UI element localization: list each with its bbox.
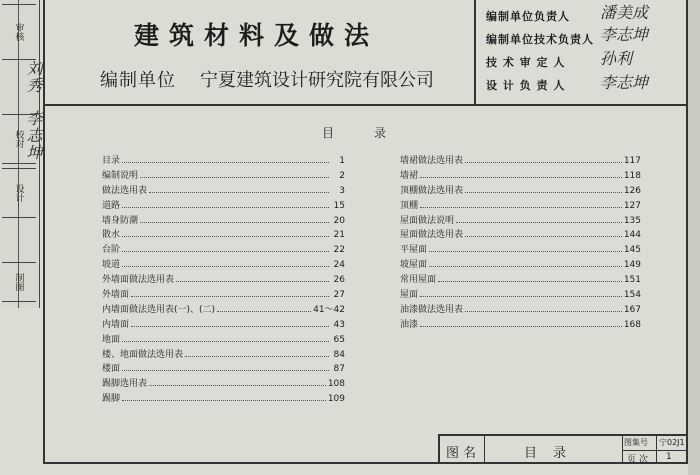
toc-entry-page: 168 <box>623 319 641 330</box>
toc-entry-title: 散水 <box>102 230 121 241</box>
toc-leader-dots <box>122 154 329 163</box>
toc-entry <box>102 318 345 333</box>
toc-entry <box>102 184 345 199</box>
toc-entry-title: 楼、地面做法选用表 <box>102 349 184 360</box>
toc-leader-dots <box>122 228 329 237</box>
atlas-number-value: 宁02J1 <box>659 438 685 447</box>
toc-leader-dots <box>456 214 622 223</box>
toc-entry <box>400 184 641 199</box>
toc-entry-page: 84 <box>333 349 345 360</box>
toc-entry-title: 台阶 <box>102 245 121 256</box>
toc-leader-dots <box>140 214 329 223</box>
toc-leader-dots <box>185 348 329 357</box>
toc-entry <box>102 377 345 392</box>
toc-leader-dots <box>122 362 329 371</box>
toc-entry <box>102 243 345 258</box>
toc-leader-dots <box>420 318 622 327</box>
toc-entry-title: 屋面做法选用表 <box>400 230 464 241</box>
atlas-title: 建筑材料及做法 <box>134 21 380 50</box>
toc-leader-dots <box>122 392 326 401</box>
toc-entry-page: 65 <box>333 334 345 345</box>
toc-entry <box>102 303 345 318</box>
toc-entry-title: 墙身防潮 <box>102 215 139 226</box>
toc-entry <box>102 199 345 214</box>
toc-left-column <box>102 154 345 407</box>
toc-entry-title: 编制说明 <box>102 170 139 181</box>
toc-entry-title: 顶棚 <box>400 200 419 211</box>
toc-entry-title: 踢脚选用表 <box>102 379 148 390</box>
toc-entry-page: 24 <box>333 260 345 271</box>
toc-leader-dots <box>420 199 622 208</box>
toc-leader-dots <box>420 288 622 297</box>
toc-leader-dots <box>465 184 622 193</box>
toc-entry-title: 油漆 <box>400 319 419 330</box>
compiling-unit-name: 宁夏建筑设计研究院有限公司 <box>200 70 434 91</box>
toc-entry-title: 油漆做法选用表 <box>400 304 464 315</box>
toc-entry-page: 87 <box>333 364 345 375</box>
compiling-unit-label: 编制单位 <box>100 70 176 91</box>
scan-edge <box>688 0 700 475</box>
toc-entry <box>400 258 641 273</box>
strip-signature-2: 刘秀 <box>24 60 43 94</box>
toc-leader-dots <box>429 243 622 252</box>
atlas-number-label: 图集号 <box>624 438 648 447</box>
toc-leader-dots <box>420 169 622 178</box>
toc-entry-title: 外墙面 <box>102 290 130 301</box>
toc-entry-title: 平屋面 <box>400 245 428 256</box>
toc-entry <box>102 214 345 229</box>
toc-entry-page: 127 <box>623 200 641 211</box>
toc-entry-title: 墙裙做法选用表 <box>400 156 464 166</box>
toc-entry <box>102 228 345 243</box>
toc-entry-title: 屋面做法说明 <box>400 215 455 226</box>
toc-entry <box>400 154 641 169</box>
toc-entry <box>400 243 641 258</box>
toc-entry-title: 踢脚 <box>102 394 121 405</box>
toc-entry-page: 27 <box>333 290 345 301</box>
title-block <box>438 434 688 464</box>
toc-entry-page: 26 <box>333 275 345 286</box>
toc-entry-page: 2 <box>339 170 345 181</box>
toc-entry-title: 坡道 <box>102 260 121 271</box>
toc-entry-title: 墙裙 <box>400 170 419 181</box>
toc-leader-dots <box>140 169 329 178</box>
header-separator <box>43 104 688 106</box>
toc-entry-page: 43 <box>333 319 345 330</box>
toc-entry <box>102 288 345 303</box>
toc-entry-title: 屋面 <box>400 290 419 301</box>
drawing-name-value: 目录 <box>524 446 583 461</box>
toc-entry <box>102 392 345 407</box>
toc-entry <box>400 169 641 184</box>
resp-signature-1: 潘美成 <box>600 3 649 22</box>
toc-entry-title: 内墙面做法选用表(一)、(二) <box>102 304 216 315</box>
toc-entry-page: 15 <box>333 200 345 211</box>
resp-role-4: 设 计 负 责 人 <box>486 79 566 92</box>
toc-leader-dots <box>429 258 622 267</box>
toc-entry-page: 135 <box>623 215 641 226</box>
toc-leader-dots <box>131 288 329 297</box>
toc-entry-page: 117 <box>623 156 641 166</box>
toc-entry-title: 常用屋面 <box>400 275 437 286</box>
toc-leader-dots <box>465 154 622 163</box>
strip-cell-check: 校对 <box>2 114 36 164</box>
toc-entry <box>102 362 345 377</box>
toc-entry-title: 道路 <box>102 200 121 211</box>
toc-leader-dots <box>122 333 329 342</box>
toc-entry-page: 144 <box>623 230 641 241</box>
toc-entry-page: 151 <box>623 275 641 286</box>
toc-entry <box>102 333 345 348</box>
toc-leader-dots <box>149 377 326 386</box>
toc-entry-page: 1 <box>339 156 345 166</box>
toc-entry-title: 坡屋面 <box>400 260 428 271</box>
toc-entry <box>400 214 641 229</box>
toc-entry-title: 顶棚做法选用表 <box>400 185 464 196</box>
toc-entry-page: 145 <box>623 245 641 256</box>
toc-right-column <box>400 154 641 333</box>
tb-divider-1 <box>484 436 485 464</box>
toc-entry <box>102 348 345 363</box>
toc-leader-dots <box>149 184 329 193</box>
toc-entry <box>400 303 641 318</box>
toc-leader-dots <box>131 318 329 327</box>
toc-leader-dots <box>438 273 622 282</box>
responsibility-block <box>474 0 688 104</box>
toc-entry <box>400 228 641 243</box>
toc-entry-title: 内墙面 <box>102 319 130 330</box>
toc-entry-title: 做法选用表 <box>102 185 148 196</box>
tb-divider-mid <box>622 450 688 451</box>
strip-cell-draw: 制图 <box>2 262 36 302</box>
resp-signature-2: 李志坤 <box>600 25 649 44</box>
toc-entry <box>102 273 345 288</box>
resp-signature-4: 李志坤 <box>600 73 649 92</box>
toc-leader-dots <box>176 273 329 282</box>
toc-entry <box>400 273 641 288</box>
toc-leader-dots <box>465 303 622 312</box>
strip-cell-review: 审核 <box>2 4 36 60</box>
page-number-label: 页次 <box>627 455 652 465</box>
toc-entry <box>400 288 641 303</box>
toc-heading: 目录 <box>322 126 427 140</box>
toc-entry-page: 154 <box>623 290 641 301</box>
toc-entry-title: 目录 <box>102 156 121 166</box>
toc-entry-page: 167 <box>623 304 641 315</box>
drawing-name-label: 图名 <box>446 446 481 461</box>
toc-entry-title: 地面 <box>102 334 121 345</box>
resp-role-2: 编制单位技术负责人 <box>486 33 594 46</box>
toc-leader-dots <box>122 243 329 252</box>
toc-leader-dots <box>217 303 311 312</box>
toc-entry-page: 149 <box>623 260 641 271</box>
toc-entry-page: 20 <box>333 215 345 226</box>
toc-leader-dots <box>465 228 622 237</box>
toc-entry <box>102 169 345 184</box>
resp-role-1: 编制单位负责人 <box>486 10 570 23</box>
toc-entry <box>400 199 641 214</box>
toc-entry-title: 楼面 <box>102 364 121 375</box>
toc-entry-page: 108 <box>327 379 345 390</box>
toc-entry-page: 126 <box>623 185 641 196</box>
toc-entry-title: 外墙面做法选用表 <box>102 275 175 286</box>
toc-entry-page: 21 <box>333 230 345 241</box>
resp-role-3: 技 术 审 定 人 <box>486 56 566 69</box>
toc-entry-page: 3 <box>339 185 345 196</box>
toc-entry-page: 109 <box>327 394 345 405</box>
approval-strip <box>0 0 43 308</box>
strip-signature-1: 李志坤 <box>24 110 43 161</box>
tb-divider-3 <box>656 436 657 464</box>
toc-entry-page: 22 <box>333 245 345 256</box>
toc-entry <box>400 318 641 333</box>
toc-entry-page: 41～42 <box>313 304 345 315</box>
resp-signature-3: 孙利 <box>600 49 633 68</box>
strip-cell-design: 设计 <box>2 168 36 218</box>
toc-entry <box>102 154 345 169</box>
toc-entry-page: 118 <box>623 170 641 181</box>
toc-entry <box>102 258 345 273</box>
toc-leader-dots <box>122 199 329 208</box>
page-number-value: 1 <box>666 452 672 462</box>
toc-leader-dots <box>122 258 329 267</box>
